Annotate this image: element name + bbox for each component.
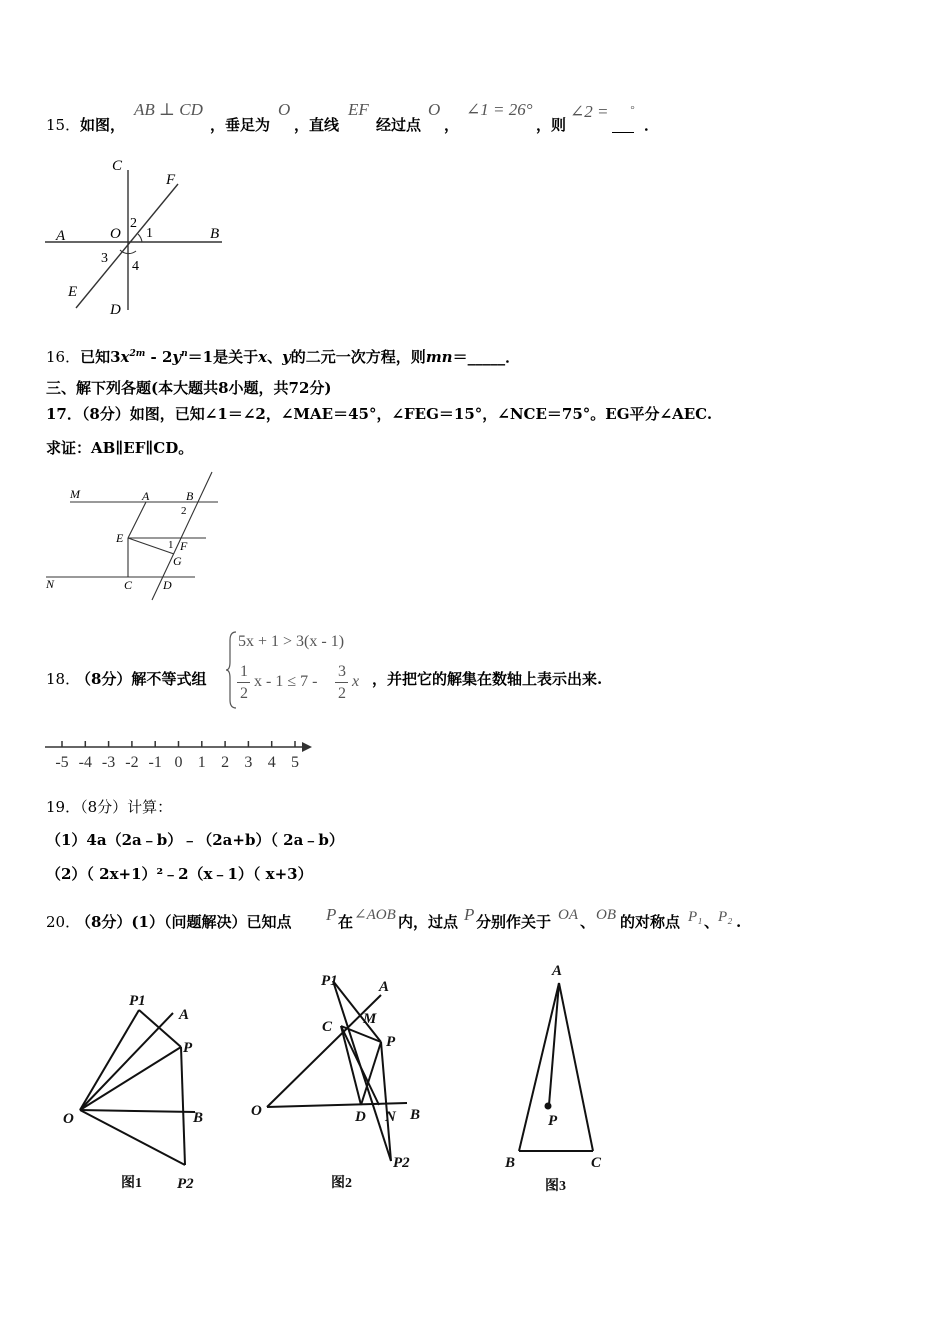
section-3-heading: 三、解下列各题(本大题共8小题，共72分) xyxy=(46,379,332,397)
label-4: 4 xyxy=(132,259,139,274)
number-line-tick-label: 2 xyxy=(221,754,230,771)
q15-math-ef: EF xyxy=(348,100,369,119)
number-line-tick-label: -2 xyxy=(125,754,139,771)
label-b: B xyxy=(186,489,194,503)
q18-frac1-den: 2 xyxy=(240,685,248,702)
label-d: D xyxy=(163,578,172,592)
q18-text-1: （8分）解不等式组 xyxy=(76,670,207,688)
q18-frac2-den: 2 xyxy=(338,685,346,702)
number-line-tick-label: 4 xyxy=(267,754,276,771)
label-m: M xyxy=(70,487,80,501)
q18-frac1-bar xyxy=(237,682,250,683)
label-f: F xyxy=(166,172,176,188)
q16-text-2: ＝1是关于 xyxy=(187,348,259,366)
fig1-line-o-p1 xyxy=(80,1010,139,1110)
label-a: A xyxy=(56,228,66,244)
q16-text-1: 已知 xyxy=(80,348,111,366)
label-2: 2 xyxy=(181,505,187,517)
q19-line-1 xyxy=(46,797,172,817)
q20-text-6: 的对称点 xyxy=(620,913,681,931)
fig1-line-p-p2 xyxy=(181,1047,185,1165)
figure-2 xyxy=(245,965,445,1195)
q18-number: 18． xyxy=(46,670,81,688)
q16-mn: mn xyxy=(425,348,453,366)
number-line-tick-label: 5 xyxy=(291,754,299,771)
q15-math-o: O xyxy=(278,100,291,119)
fig2-label-a: A xyxy=(379,979,390,995)
fig1-line-o-p2 xyxy=(80,1110,185,1165)
q18-ineq2-mid: x - 1 ≤ 7 - xyxy=(254,673,318,690)
fig1-label-p: P xyxy=(183,1040,193,1056)
fig3-label-p: P xyxy=(548,1113,558,1129)
q18-frac2-bar xyxy=(335,682,348,683)
q20-number: 20． xyxy=(46,913,81,931)
q15-math-ab-perp-cd: AB ⊥ CD xyxy=(134,100,203,119)
fig2-label-p2: P2 xyxy=(393,1155,410,1171)
number-line-tick-label: 3 xyxy=(244,754,253,771)
label-b: B xyxy=(210,226,220,242)
q16-text-3: 、 xyxy=(267,348,283,366)
q19-title: 19．（8分）计算： xyxy=(46,798,173,816)
q18-inequality-1: 5x + 1 > 3(x - 1) xyxy=(238,633,345,650)
q19-line-3: （2）（ 2x+1）²﹣2（x﹣1）（ x+3） xyxy=(46,865,313,883)
q16-expr-exp-n: n xyxy=(181,349,188,359)
label-3: 3 xyxy=(101,251,108,266)
fig2-label-m: M xyxy=(363,1011,377,1027)
q20-text-1: （8分）(1）（问题解决）已知点 xyxy=(76,913,292,931)
fig2-label-o: O xyxy=(251,1103,262,1119)
q20-text-7: 、 xyxy=(704,913,720,931)
fig2-caption: 图2 xyxy=(331,1176,352,1191)
number-line-tick-label: -1 xyxy=(148,754,162,771)
label-o: O xyxy=(110,226,121,242)
q18-text-2: ，并把它的解集在数轴上表示出来. xyxy=(372,670,603,688)
label-c: C xyxy=(124,578,133,592)
q18-line xyxy=(46,628,746,714)
fig1-caption: 图1 xyxy=(121,1176,142,1191)
q15-text-1: 如图， xyxy=(80,116,126,134)
q17-line-2: 求证：AB∥EF∥CD。 xyxy=(46,439,194,457)
q16-expr-coef: 3 xyxy=(110,348,121,366)
label-1: 1 xyxy=(146,226,153,241)
q15-text-4: 经过点 xyxy=(376,116,422,134)
fig1-label-o: O xyxy=(63,1111,74,1127)
fig3-label-a: A xyxy=(552,963,563,979)
q20-math-p2: P xyxy=(464,905,475,924)
q16-var-x: x xyxy=(258,348,268,366)
q16-number: 16． xyxy=(46,348,81,366)
q15-answer-blank xyxy=(612,120,634,133)
q15-text-7: ． xyxy=(644,116,660,134)
q16-var-y: y xyxy=(282,348,291,366)
fig3-label-c: C xyxy=(591,1155,602,1171)
q16-expr-exp-2m: 2m xyxy=(129,349,146,359)
q20-math-oa: OA xyxy=(558,907,578,923)
number-line-tick-label: -5 xyxy=(55,754,69,771)
fig1-label-b: B xyxy=(193,1110,204,1126)
label-a: A xyxy=(142,489,150,503)
q15-math-degree: ° xyxy=(630,104,635,116)
q15-math-angle1: ∠1 = 26° xyxy=(466,100,533,119)
q20-math-p: P xyxy=(326,905,337,924)
q15-text-2: ，垂足为 xyxy=(210,116,271,134)
q17-figure xyxy=(40,470,230,605)
q20-text-5: 、 xyxy=(580,913,596,931)
q15-figure xyxy=(40,150,240,325)
line-ef xyxy=(76,184,178,308)
q20-math-ob: OB xyxy=(596,907,616,923)
q18-frac1-num: 1 xyxy=(240,663,248,680)
label-n: N xyxy=(46,577,55,591)
label-f: F xyxy=(180,539,188,553)
q20-text-8: . xyxy=(736,913,742,931)
q15-text-5: ， xyxy=(444,116,460,134)
fig1-label-p2: P2 xyxy=(177,1176,194,1192)
fig2-label-n: N xyxy=(385,1109,396,1125)
q19-line-2: （1）4a（2a﹣b）﹣（2a+b）（ 2a﹣b） xyxy=(46,831,344,849)
label-e: E xyxy=(116,531,124,545)
fig3-line-a-c xyxy=(559,983,593,1151)
fig1-label-p1: P1 xyxy=(129,993,146,1009)
number-line-tick-label: -3 xyxy=(101,754,116,771)
q17-line-1: 17．（8分）如图，已知∠1＝∠2，∠MAE＝45°，∠FEG＝15°，∠NCE＝75°。EG平分∠AEC. xyxy=(46,405,713,423)
q20-math-angle-aob: ∠AOB xyxy=(354,907,396,923)
q16-expr-mid: - 2 xyxy=(145,348,173,366)
figure-1 xyxy=(55,985,225,1200)
number-line-tick-label: -4 xyxy=(78,754,92,771)
q15-math-angle2: ∠2 = xyxy=(570,102,609,121)
line-ae xyxy=(128,502,146,538)
fig2-label-p: P xyxy=(386,1034,396,1050)
q20-math-p2-sub: P₂ xyxy=(718,909,733,925)
q18-ineq2-end: x xyxy=(352,673,360,690)
number-line-tick-label: 0 xyxy=(174,754,183,771)
q16-text-5: ＝_____． xyxy=(452,348,521,366)
q15-math-o2: O xyxy=(428,100,441,119)
fig1-label-a: A xyxy=(179,1007,190,1023)
fig2-label-c: C xyxy=(322,1019,333,1035)
q15-text-3: ，直线 xyxy=(294,116,340,134)
label-g: G xyxy=(173,554,182,568)
label-c: C xyxy=(112,158,123,174)
angle-arc xyxy=(138,234,142,242)
q20-text-2: 在 xyxy=(338,913,354,931)
q16-line xyxy=(46,344,520,367)
q16-expr-x: x xyxy=(120,348,130,366)
fig3-caption: 图3 xyxy=(545,1179,566,1194)
q16-expr-y: y xyxy=(172,348,182,366)
label-d: D xyxy=(110,302,121,318)
number-line-arrow xyxy=(302,742,312,752)
q20-text-3: 内，过点 xyxy=(398,913,459,931)
fig2-label-b: B xyxy=(410,1107,421,1123)
label-e: E xyxy=(68,284,78,300)
q15-number: 15． xyxy=(46,116,81,134)
fig2-label-p1: P1 xyxy=(321,973,338,989)
fig1-line-o-b xyxy=(80,1110,195,1112)
transversal xyxy=(152,472,212,600)
q15-text-6: ，则 xyxy=(536,116,567,134)
figure-3 xyxy=(495,955,625,1200)
q20-math-p1: P₁ xyxy=(688,909,703,925)
q16-text-4: 的二元一次方程，则 xyxy=(290,348,426,366)
label-1: 1 xyxy=(168,539,174,551)
fig3-label-b: B xyxy=(505,1155,516,1171)
number-line xyxy=(40,735,320,775)
label-2: 2 xyxy=(130,216,137,231)
fig3-point-p xyxy=(545,1103,552,1110)
fig2-label-d: D xyxy=(355,1109,366,1125)
number-line-tick-label: 1 xyxy=(197,754,206,771)
q18-frac2-num: 3 xyxy=(338,663,346,680)
q20-text-4: 分别作关于 xyxy=(476,913,552,931)
